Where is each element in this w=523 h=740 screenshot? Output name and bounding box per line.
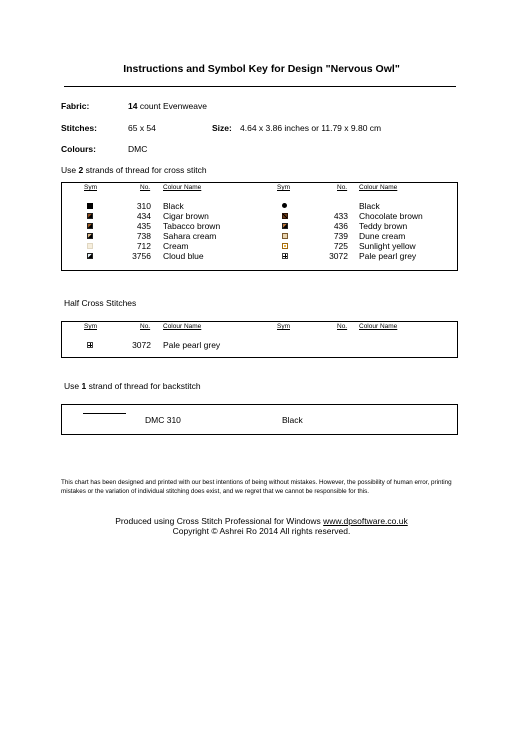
dmc-number: 310 (136, 201, 151, 211)
colour-name: Teddy brown (359, 221, 408, 231)
cross-stitch-key-table (61, 182, 458, 271)
intro-suffix: strand of thread for backstitch (88, 381, 201, 391)
page-title: Instructions and Symbol Key for Design "Nervous Owl" (123, 63, 400, 75)
list-item (62, 231, 457, 241)
colour-name: Pale pearl grey (163, 340, 221, 350)
half-cross-heading: Half Cross Stitches (64, 298, 137, 308)
cross-stitch-intro (61, 165, 207, 175)
intro-suffix: strands of thread for cross stitch (85, 165, 207, 175)
strand-count: 1 (81, 381, 87, 391)
fabric-type: count Evenweave (139, 101, 207, 111)
square-u-icon (282, 233, 288, 239)
dmc-number: 434 (136, 211, 151, 221)
plus-icon (87, 342, 93, 348)
dmc-number: 712 (136, 241, 151, 251)
colour-name: Cloud blue (163, 251, 204, 261)
header-sym: Sym (84, 184, 97, 191)
backstitch-code: DMC 310 (145, 415, 181, 425)
list-item (62, 340, 457, 350)
colours-label: Colours: (61, 144, 96, 154)
half-cross-key-table (61, 321, 458, 358)
dmc-number: 3072 (132, 340, 151, 350)
fabric-label: Fabric: (61, 101, 90, 111)
header-sym: Sym (84, 323, 97, 330)
software-link[interactable]: www.dpsoftware.co.uk (323, 516, 408, 526)
dmc-number: 436 (333, 221, 348, 231)
plus-icon (282, 253, 288, 259)
header-sym: Sym (277, 184, 290, 191)
backstitch-key-table (61, 404, 458, 435)
colour-name: Chocolate brown (359, 211, 423, 221)
dmc-number: 739 (333, 231, 348, 241)
triangle-icon (282, 223, 288, 229)
intro-prefix: Use (64, 381, 80, 391)
list-item (62, 211, 457, 221)
fabric-value (128, 101, 207, 111)
backstitch-line-sample (83, 413, 126, 414)
fabric-count: 14 (128, 101, 138, 111)
list-item (62, 241, 457, 251)
header-sym: Sym (277, 323, 290, 330)
header-no: No. (140, 323, 151, 330)
stitches-label: Stitches: (61, 123, 97, 133)
list-item (62, 201, 457, 211)
title-rule (64, 86, 456, 87)
colour-name: Black (359, 201, 380, 211)
header-no: No. (140, 184, 151, 191)
header-no: No. (337, 323, 348, 330)
produced-text: Produced using Cross Stitch Professional for Windows (115, 516, 321, 526)
dmc-number: 738 (136, 231, 151, 241)
intro-prefix: Use (61, 165, 77, 175)
colour-name: Pale pearl grey (359, 251, 417, 261)
dmc-number: 3072 (329, 251, 348, 261)
footer-produced (0, 516, 523, 526)
colour-name: Sunlight yellow (359, 241, 416, 251)
dmc-number: 433 (333, 211, 348, 221)
header-colour-name: Colour Name (359, 184, 398, 191)
dmc-number: 435 (136, 221, 151, 231)
dmc-number: 3756 (132, 251, 151, 261)
square-pattern-icon (282, 213, 288, 219)
header-colour-name: Colour Name (163, 323, 202, 330)
list-item (62, 221, 457, 231)
strand-count: 2 (78, 165, 84, 175)
dot-icon (282, 203, 287, 208)
colour-name: Sahara cream (163, 231, 217, 241)
colour-name: Black (163, 201, 184, 211)
header-colour-name: Colour Name (359, 323, 398, 330)
backstitch-intro (64, 381, 201, 391)
colour-name: Cream (163, 241, 189, 251)
list-item (62, 251, 457, 261)
footer-copyright: Copyright © Ashrei Ro 2014 All rights reserved. (172, 526, 351, 536)
header-no: No. (337, 184, 348, 191)
stitches-value: 65 x 54 (128, 123, 156, 133)
colour-name: Cigar brown (163, 211, 209, 221)
size-value: 4.64 x 3.86 inches or 11.79 x 9.80 cm (240, 123, 382, 133)
disclaimer-text: This chart has been designed and printed with our best intentions of being without mistakes. However, the possibility of human error, printing mistakes or the variation of individual stitching does exist, and we regret that we cannot be responsible for this. (61, 479, 452, 495)
colour-name: Dune cream (359, 231, 406, 241)
size-label: Size: (212, 123, 232, 133)
colours-value: DMC (128, 144, 148, 154)
circle-icon (282, 243, 288, 249)
backstitch-colour-name: Black (282, 415, 303, 425)
header-colour-name: Colour Name (163, 184, 202, 191)
dmc-number: 725 (333, 241, 348, 251)
colour-name: Tabacco brown (163, 221, 221, 231)
